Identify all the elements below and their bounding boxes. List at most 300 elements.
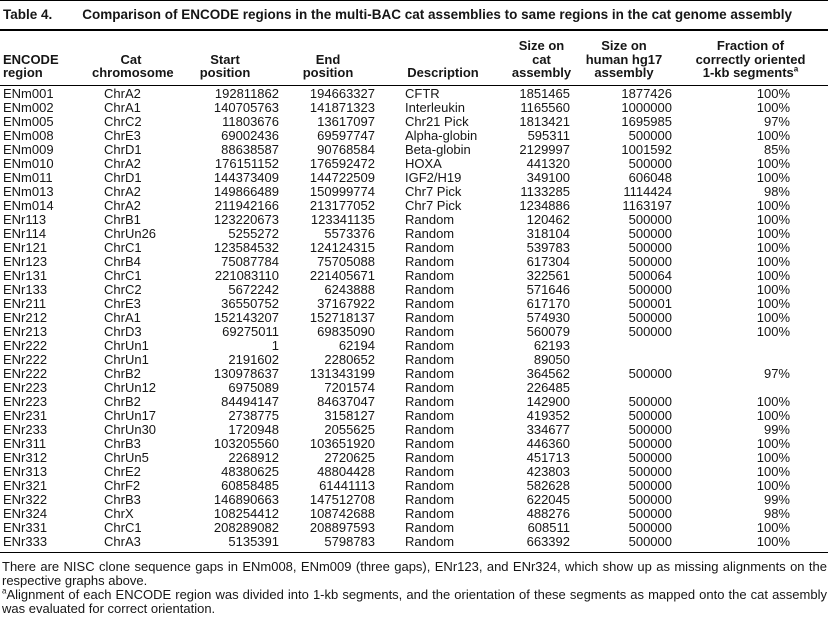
table-caption (0, 1, 828, 31)
cell-end-position: 90768584 (317, 142, 375, 157)
column-header-end: End position (302, 51, 354, 80)
cell-description: Random (405, 464, 455, 479)
cell-size-human-hg17: 500000 (628, 324, 672, 339)
table-row (0, 367, 828, 381)
cell-start-position: 69275011 (222, 324, 279, 339)
cell-size-human-hg17: 500001 (628, 296, 672, 311)
table-label: Table 4. (3, 7, 53, 22)
cell-description: IGF2/H19 (405, 170, 462, 185)
cell-encode-region: ENr211 (3, 296, 47, 311)
table-title: Comparison of ENCODE regions in the multi-BAC cat assemblies to same regions in the cat genome assembly (82, 7, 792, 22)
cell-cat-chromosome: ChrC1 (104, 240, 142, 255)
cell-encode-region: ENr222 (3, 352, 48, 367)
cell-size-cat: 574930 (526, 310, 570, 325)
cell-cat-chromosome: ChrB4 (104, 254, 141, 269)
cell-start-position: 144373409 (213, 170, 279, 185)
table-row (0, 129, 828, 143)
cell-encode-region: ENr113 (3, 212, 47, 227)
cell-size-cat: 446360 (526, 436, 570, 451)
cell-size-cat: 62193 (533, 338, 570, 353)
cell-size-cat: 318104 (526, 226, 570, 241)
cell-size-human-hg17: 500000 (628, 436, 672, 451)
header-footnote-marker: a (793, 64, 799, 74)
cell-cat-chromosome: ChrA2 (104, 85, 141, 101)
cell-description: Beta-globin (405, 142, 471, 157)
cell-description: Chr7 Pick (405, 184, 462, 199)
cell-size-cat: 1234886 (519, 198, 570, 213)
cell-fraction-oriented: 100% (756, 450, 790, 465)
cell-size-human-hg17: 500000 (628, 478, 672, 493)
cell-size-cat: 423803 (526, 464, 570, 479)
cell-end-position: 152718137 (309, 310, 375, 325)
table-row (0, 423, 828, 437)
cell-description: Random (405, 520, 455, 535)
cell-end-position: 208897593 (309, 520, 375, 535)
cell-fraction-oriented: 99% (763, 422, 790, 437)
cell-description: HOXA (405, 156, 442, 171)
cell-size-human-hg17: 1000000 (621, 100, 672, 115)
cell-start-position: 123220673 (213, 212, 279, 227)
cell-size-cat: 349100 (526, 170, 570, 185)
cell-encode-region: ENr123 (3, 254, 48, 269)
cell-cat-chromosome: ChrB3 (104, 436, 141, 451)
cell-end-position: 6243888 (324, 282, 375, 297)
cell-size-human-hg17: 500000 (628, 394, 672, 409)
cell-start-position: 2268912 (228, 450, 279, 465)
cell-fraction-oriented: 100% (756, 282, 790, 297)
table-row (0, 493, 828, 507)
cell-encode-region: ENm010 (3, 156, 54, 171)
cell-description: Random (405, 450, 455, 465)
cell-end-position: 3158127 (324, 408, 375, 423)
cell-cat-chromosome: ChrA1 (104, 100, 141, 115)
cell-size-human-hg17: 500000 (628, 492, 672, 507)
cell-size-human-hg17: 500000 (628, 254, 672, 269)
cell-start-position: 6975089 (228, 380, 279, 395)
cell-description: Random (405, 478, 455, 493)
cell-end-position: 48804428 (317, 464, 375, 479)
cell-size-cat: 1813421 (519, 114, 570, 129)
cell-size-cat: 89050 (533, 352, 570, 367)
cell-encode-region: ENr311 (3, 436, 47, 451)
cell-start-position: 192811862 (214, 85, 279, 101)
cell-size-cat: 226485 (526, 380, 570, 395)
cell-start-position: 130978637 (213, 366, 279, 381)
table-row (0, 409, 828, 423)
table-row (0, 339, 828, 353)
cell-size-cat: 571646 (526, 282, 570, 297)
cell-start-position: 123584532 (213, 240, 279, 255)
cell-end-position: 123341135 (310, 212, 375, 227)
cell-fraction-oriented: 100% (756, 156, 790, 171)
cell-fraction-oriented: 100% (756, 478, 790, 493)
cell-fraction-oriented: 100% (756, 170, 790, 185)
cell-size-cat: 120462 (526, 212, 570, 227)
cell-start-position: 149866489 (213, 184, 279, 199)
cell-fraction-oriented: 100% (756, 324, 790, 339)
cell-cat-chromosome: ChrA2 (104, 156, 141, 171)
cell-cat-chromosome: ChrUn26 (104, 226, 157, 241)
cell-fraction-oriented: 100% (756, 254, 790, 269)
cell-description: CFTR (405, 85, 440, 101)
table-row (0, 297, 828, 311)
cell-size-cat: 582628 (526, 478, 570, 493)
cell-size-cat: 1133285 (520, 184, 570, 199)
cell-description: Random (405, 506, 455, 521)
cell-fraction-oriented: 97% (763, 366, 790, 381)
table-row (0, 241, 828, 255)
cell-description: Random (405, 268, 455, 283)
cell-start-position: 84494147 (221, 394, 279, 409)
cell-fraction-oriented: 98% (763, 506, 790, 521)
cell-end-position: 7201574 (324, 380, 375, 395)
cell-description: Chr21 Pick (405, 114, 469, 129)
cell-start-position: 2738775 (228, 408, 279, 423)
cell-size-human-hg17: 500000 (628, 212, 672, 227)
cell-end-position: 108742688 (309, 506, 375, 521)
cell-encode-region: ENm011 (3, 170, 53, 185)
cell-encode-region: ENr331 (3, 520, 48, 535)
cell-size-human-hg17: 500000 (628, 240, 672, 255)
cell-cat-chromosome: ChrUn17 (104, 408, 157, 423)
cell-fraction-oriented: 100% (756, 408, 790, 423)
cell-size-cat: 1851465 (519, 85, 570, 101)
cell-fraction-oriented: 100% (756, 240, 790, 255)
column-header-region: ENCODE region (3, 51, 59, 80)
table-row (0, 269, 828, 283)
cell-size-human-hg17: 500000 (628, 156, 672, 171)
cell-size-human-hg17: 1001592 (621, 142, 672, 157)
cell-description: Random (405, 324, 455, 339)
cell-encode-region: ENm001 (3, 85, 54, 101)
cell-size-human-hg17 (573, 381, 675, 395)
cell-start-position: 36550752 (221, 296, 279, 311)
table-row (0, 395, 828, 409)
cell-size-human-hg17: 500000 (628, 534, 672, 549)
cell-fraction-oriented: 97% (763, 114, 790, 129)
cell-end-position: 150999774 (309, 184, 375, 199)
cell-end-position: 124124315 (309, 240, 375, 255)
table-row (0, 101, 828, 115)
cell-start-position: 152143207 (213, 310, 279, 325)
cell-description: Random (405, 296, 455, 311)
cell-size-cat: 617170 (526, 296, 570, 311)
cell-start-position: 75087784 (221, 254, 279, 269)
cell-size-human-hg17: 500000 (628, 464, 672, 479)
cell-description: Random (405, 282, 455, 297)
table-row (0, 171, 828, 185)
table-row (0, 157, 828, 171)
cell-cat-chromosome: ChrUn1 (104, 338, 149, 353)
cell-encode-region: ENr133 (3, 282, 48, 297)
cell-encode-region: ENm009 (3, 142, 54, 157)
cell-start-position: 60858485 (221, 478, 279, 493)
cell-cat-chromosome: ChrUn12 (104, 380, 157, 395)
cell-encode-region: ENr312 (3, 450, 48, 465)
cell-fraction-oriented: 100% (756, 310, 790, 325)
cell-cat-chromosome: ChrC1 (104, 268, 142, 283)
cell-description: Random (405, 380, 455, 395)
cell-start-position: 5672242 (228, 282, 279, 297)
cell-cat-chromosome: ChrC2 (104, 282, 142, 297)
cell-fraction-oriented: 100% (756, 128, 790, 143)
cell-cat-chromosome: ChrB3 (104, 492, 141, 507)
cell-description: Random (405, 338, 455, 353)
cell-cat-chromosome: ChrE3 (104, 128, 141, 143)
cell-size-cat: 595311 (527, 128, 570, 143)
cell-cat-chromosome: ChrB1 (104, 212, 141, 227)
cell-end-position: 13617097 (317, 114, 375, 129)
cell-size-cat: 419352 (526, 408, 570, 423)
cell-description: Random (405, 366, 455, 381)
table-row (0, 227, 828, 241)
table-row (0, 325, 828, 339)
table-row (0, 353, 828, 367)
cell-fraction-oriented: 100% (756, 268, 790, 283)
column-header-size-human: Size on human hg17 assembly (585, 38, 663, 80)
cell-start-position: 146890663 (213, 492, 279, 507)
cell-fraction-oriented: 100% (756, 464, 790, 479)
cell-end-position: 131343199 (309, 366, 375, 381)
cell-description: Alpha-globin (405, 128, 478, 143)
cell-end-position: 103651920 (309, 436, 375, 451)
cell-fraction-oriented (675, 353, 828, 367)
gap-note: There are NISC clone sequence gaps in ENm008, ENm009 (three gaps), ENr123, and ENr324, which show up as missing alignments on the respective graphs above. (2, 558, 827, 588)
cell-encode-region: ENr222 (3, 338, 48, 353)
cell-fraction-oriented: 100% (756, 85, 790, 101)
cell-fraction-oriented: 100% (756, 394, 790, 409)
cell-encode-region: ENr222 (3, 366, 48, 381)
cell-encode-region: ENr212 (3, 310, 48, 325)
table-row (0, 115, 828, 129)
cell-start-position: 221083110 (214, 268, 279, 283)
cell-size-cat: 488276 (526, 506, 570, 521)
cell-size-human-hg17: 500000 (628, 310, 672, 325)
cell-end-position: 147512708 (309, 492, 375, 507)
cell-size-human-hg17: 606048 (628, 170, 672, 185)
cell-size-cat: 2129997 (519, 142, 570, 157)
cell-description: Random (405, 408, 455, 423)
cell-end-position: 61441113 (319, 478, 375, 493)
cell-end-position: 221405671 (309, 268, 375, 283)
cell-cat-chromosome: ChrA1 (104, 310, 141, 325)
cell-size-human-hg17: 500000 (628, 282, 672, 297)
cell-cat-chromosome: ChrUn30 (104, 422, 157, 437)
cell-description: Chr7 Pick (405, 198, 462, 213)
cell-size-human-hg17 (573, 339, 675, 353)
cell-size-cat: 334677 (526, 422, 570, 437)
cell-start-position: 108254412 (213, 506, 279, 521)
cell-encode-region: ENr131 (3, 268, 48, 283)
cell-encode-region: ENr321 (3, 478, 48, 493)
cell-size-cat: 364562 (526, 366, 570, 381)
cell-size-cat: 617304 (526, 254, 570, 269)
cell-size-human-hg17: 500000 (628, 506, 672, 521)
cell-size-cat: 622045 (526, 492, 570, 507)
cell-cat-chromosome: ChrF2 (104, 478, 141, 493)
cell-cat-chromosome: ChrA3 (104, 534, 141, 549)
cell-encode-region: ENr324 (3, 506, 48, 521)
cell-end-position: 5573376 (324, 226, 375, 241)
cell-encode-region: ENm008 (3, 128, 54, 143)
cell-encode-region: ENr213 (3, 324, 48, 339)
table-notes (0, 560, 828, 616)
cell-description: Random (405, 492, 455, 507)
cell-fraction-oriented: 100% (756, 100, 790, 115)
cell-description: Random (405, 310, 455, 325)
cell-cat-chromosome: ChrD1 (104, 170, 142, 185)
cell-size-human-hg17: 1877426 (621, 85, 672, 101)
cell-description: Random (405, 254, 455, 269)
cell-cat-chromosome: ChrE2 (104, 464, 141, 479)
cell-end-position: 176592472 (309, 156, 375, 171)
table-row (0, 381, 828, 395)
cell-size-human-hg17: 500064 (628, 268, 672, 283)
cell-start-position: 48380625 (221, 464, 279, 479)
cell-encode-region: ENr313 (3, 464, 48, 479)
cell-description: Random (405, 436, 455, 451)
cell-size-human-hg17: 1163197 (622, 198, 672, 213)
cell-size-human-hg17: 500000 (628, 520, 672, 535)
cell-fraction-oriented: 100% (756, 520, 790, 535)
cell-fraction-oriented: 100% (756, 198, 790, 213)
cell-size-human-hg17: 1695985 (621, 114, 672, 129)
cell-end-position: 84637047 (317, 394, 375, 409)
cell-size-human-hg17: 500000 (628, 128, 672, 143)
table-row (0, 507, 828, 521)
table-row (0, 451, 828, 465)
cell-encode-region: ENm005 (3, 114, 54, 129)
cell-cat-chromosome: ChrB2 (104, 394, 141, 409)
column-header-start: Start position (199, 51, 251, 80)
cell-size-cat: 142900 (526, 394, 570, 409)
cell-start-position: 69002436 (221, 128, 279, 143)
column-header-size-cat: Size on cat assembly (511, 38, 572, 80)
column-header-description: Description (407, 65, 479, 80)
cell-encode-region: ENm014 (3, 198, 54, 213)
cell-end-position: 2720625 (324, 450, 375, 465)
cell-cat-chromosome: ChrA2 (104, 184, 141, 199)
cell-fraction-oriented: 85% (763, 142, 790, 157)
table-body (0, 85, 828, 552)
cell-encode-region: ENr223 (3, 380, 48, 395)
cell-size-cat: 441320 (526, 156, 570, 171)
cell-fraction-oriented: 100% (756, 534, 790, 549)
cell-size-human-hg17: 500000 (628, 408, 672, 423)
cell-description: Random (405, 240, 455, 255)
cell-size-human-hg17: 500000 (628, 450, 672, 465)
cell-start-position: 1720948 (228, 422, 279, 437)
table-row (0, 479, 828, 493)
table-row (0, 199, 828, 213)
cell-encode-region: ENr231 (3, 408, 48, 423)
cell-end-position: 2055625 (324, 422, 375, 437)
cell-encode-region: ENr333 (3, 534, 48, 549)
cell-start-position: 5255272 (228, 226, 279, 241)
cell-encode-region: ENr322 (3, 492, 48, 507)
cell-start-position: 140705763 (213, 100, 279, 115)
footnote-text: Alignment of each ENCODE region was divided into 1-kb segments, and the orientation of these segments as mapped onto the cat assembly was evaluated for correct orientation. (2, 586, 827, 616)
cell-size-cat: 560079 (526, 324, 570, 339)
cell-description: Random (405, 226, 455, 241)
cell-cat-chromosome: ChrD1 (104, 142, 142, 157)
cell-size-cat: 1165560 (520, 100, 570, 115)
column-header-chromosome: Cat chromosome (92, 51, 174, 80)
cell-size-human-hg17: 500000 (628, 226, 672, 241)
cell-end-position: 62194 (338, 338, 375, 353)
table-row (0, 311, 828, 325)
cell-encode-region: ENm013 (3, 184, 54, 199)
cell-size-human-hg17 (573, 353, 675, 367)
cell-description: Random (405, 394, 455, 409)
cell-cat-chromosome: ChrB2 (104, 366, 141, 381)
cell-size-human-hg17: 500000 (628, 422, 672, 437)
cell-fraction-oriented: 98% (763, 184, 790, 199)
cell-start-position: 5135391 (228, 534, 279, 549)
cell-cat-chromosome: ChrE3 (104, 296, 141, 311)
cell-size-human-hg17: 500000 (628, 366, 672, 381)
cell-start-position: 103205560 (213, 436, 279, 451)
cell-cat-chromosome: ChrD3 (104, 324, 142, 339)
cell-encode-region: ENr121 (3, 240, 48, 255)
cell-start-position: 1 (271, 338, 279, 353)
table-row (0, 185, 828, 199)
footnote-marker-a: a (2, 586, 7, 596)
table-row (0, 143, 828, 157)
cell-description: Interleukin (405, 100, 465, 115)
cell-end-position: 75705088 (317, 254, 375, 269)
cell-size-cat: 322561 (526, 268, 570, 283)
cell-cat-chromosome: ChrC2 (104, 114, 142, 129)
table-row (0, 255, 828, 269)
cell-fraction-oriented: 100% (756, 212, 790, 227)
cell-description: Random (405, 422, 455, 437)
table-row (0, 465, 828, 479)
cell-description: Random (405, 212, 455, 227)
encode-comparison-table (0, 31, 828, 553)
table-row (0, 213, 828, 227)
cell-fraction-oriented: 100% (756, 226, 790, 241)
cell-fraction-oriented (675, 339, 828, 353)
cell-size-cat: 663392 (526, 534, 570, 549)
table-row (0, 521, 828, 535)
table-row (0, 535, 828, 553)
cell-start-position: 11803676 (222, 114, 279, 129)
cell-end-position: 141871323 (309, 100, 375, 115)
cell-description: Random (405, 534, 455, 549)
cell-end-position: 194663327 (309, 85, 375, 101)
cell-start-position: 2191602 (228, 352, 279, 367)
cell-encode-region: ENm002 (3, 100, 54, 115)
cell-fraction-oriented: 100% (756, 296, 790, 311)
column-header-fraction: Fraction of correctly oriented 1-kb segments$^a$ (695, 38, 806, 80)
cell-cat-chromosome: ChrUn1 (104, 352, 149, 367)
cell-end-position: 69597747 (317, 128, 375, 143)
table-row (0, 437, 828, 451)
cell-start-position: 208289082 (213, 520, 279, 535)
cell-end-position: 2280652 (324, 352, 375, 367)
cell-cat-chromosome: ChrUn5 (104, 450, 149, 465)
cell-fraction-oriented (675, 381, 828, 395)
cell-start-position: 176151152 (214, 156, 279, 171)
cell-size-human-hg17: 1114424 (623, 184, 672, 199)
cell-fraction-oriented: 100% (756, 436, 790, 451)
cell-size-cat: 451713 (526, 450, 570, 465)
cell-encode-region: ENr114 (3, 226, 47, 241)
cell-start-position: 88638587 (221, 142, 279, 157)
cell-cat-chromosome: ChrX (104, 506, 134, 521)
cell-end-position: 5798783 (324, 534, 375, 549)
